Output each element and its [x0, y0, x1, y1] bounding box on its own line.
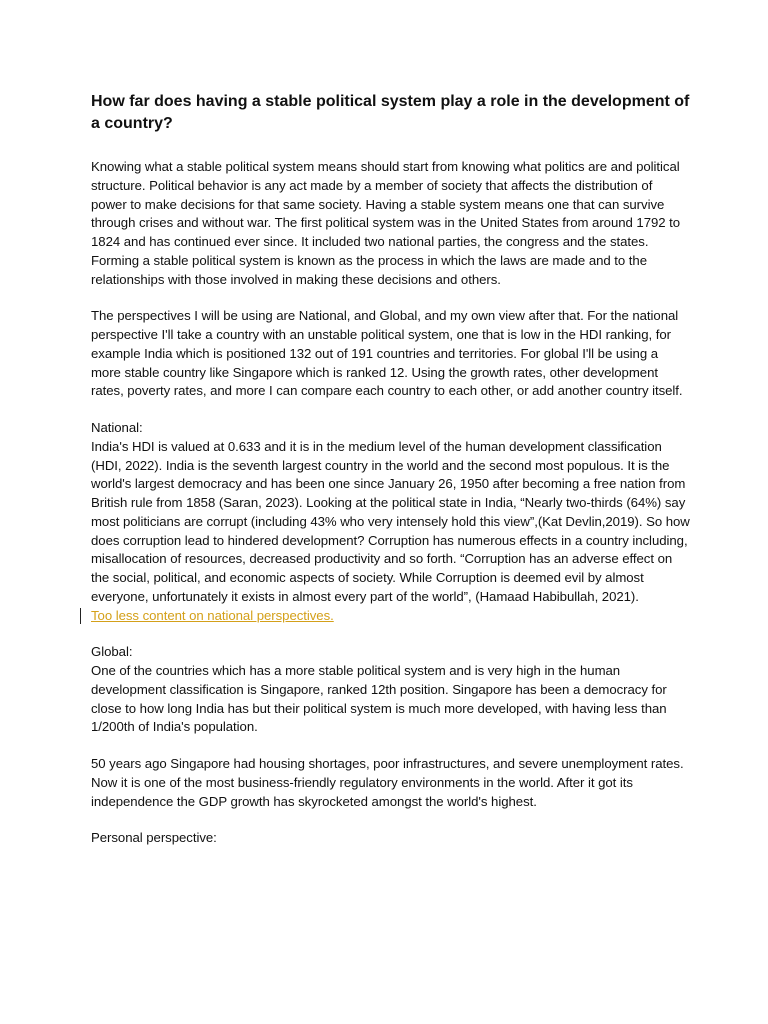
comment-cursor-marker: [80, 608, 81, 624]
intro-paragraph: Knowing what a stable political system means should start from knowing what politics are and political structure. Political behavior is any act made by a member of society that affects the distribution of power to make decisions for that same society. Having a stable system means one that can survive through crises and without war. The first political system was in the United States from around 1792 to 1824 and has continued ever since. It included two national parties, the congress and the states. Forming a stable political system is known as the process in which the laws are made and to the relationships with those involved in making these decisions and others.: [91, 159, 681, 287]
personal-heading: Personal perspective:: [91, 830, 217, 846]
national-section: [91, 419, 691, 625]
perspectives-paragraph: The perspectives I will be using are National, and Global, and my own view after that. For the national perspective I'll take a country with an unstable political system, one that is low in the HDI ranking, for example India which is positioned 132 out of 191 countries and territories. For global I'll be using a more stable country like Singapore which is ranked 12. Using the growth rates, other development rates, poverty rates, and more I can compare each country to each other, or add another country itself.: [91, 308, 683, 399]
national-heading: National:: [91, 420, 143, 435]
document-page: [91, 91, 691, 866]
global-heading: Global:: [91, 644, 133, 660]
singapore-history-paragraph: 50 years ago Singapore had housing shortages, poor infrastructures, and severe unemployment rates. Now it is one of the most business-friendly regulatory environments in the world. After it got its independence the GDP growth has skyrocketed amongst the world's highest.: [91, 756, 684, 809]
global-body: One of the countries which has a more stable political system and is very high in the human development classification is Singapore, ranked 12th position. Singapore has been a democracy for close to how long India has but their political system is much more developed, with having less than 1/200th of India's population.: [91, 663, 667, 735]
global-section: [91, 643, 691, 737]
national-body: India's HDI is valued at 0.633 and it is in the medium level of the human development classification (HDI, 2022). India is the seventh largest country in the world and the second most populous. It is the world's largest democracy and has been one since January 26, 1950 after becoming a free nation from British rule from 1858 (Saran, 2023). Looking at the political state in India, “Nearly two-thirds (64%) say most politicians are corrupt (including 43% who very intensely hold this view”,(Kat Devlin,2019). So how does corruption lead to hindered development? Corruption has numerous effects in a country including, misallocation of resources, decreased productivity and so forth. “Corruption has an adverse effect on the social, political, and economic aspects of society. While Corruption is deemed evil by almost everyone, unfortunately it exists in almost every part of the world”, (Hamaad Habibullah, 2021).: [91, 438, 690, 604]
national-comment-link[interactable]: Too less content on national perspectives.: [91, 607, 334, 623]
document-title: How far does having a stable political system play a role in the development of a country?: [91, 93, 690, 132]
national-comment-line: [91, 607, 691, 626]
